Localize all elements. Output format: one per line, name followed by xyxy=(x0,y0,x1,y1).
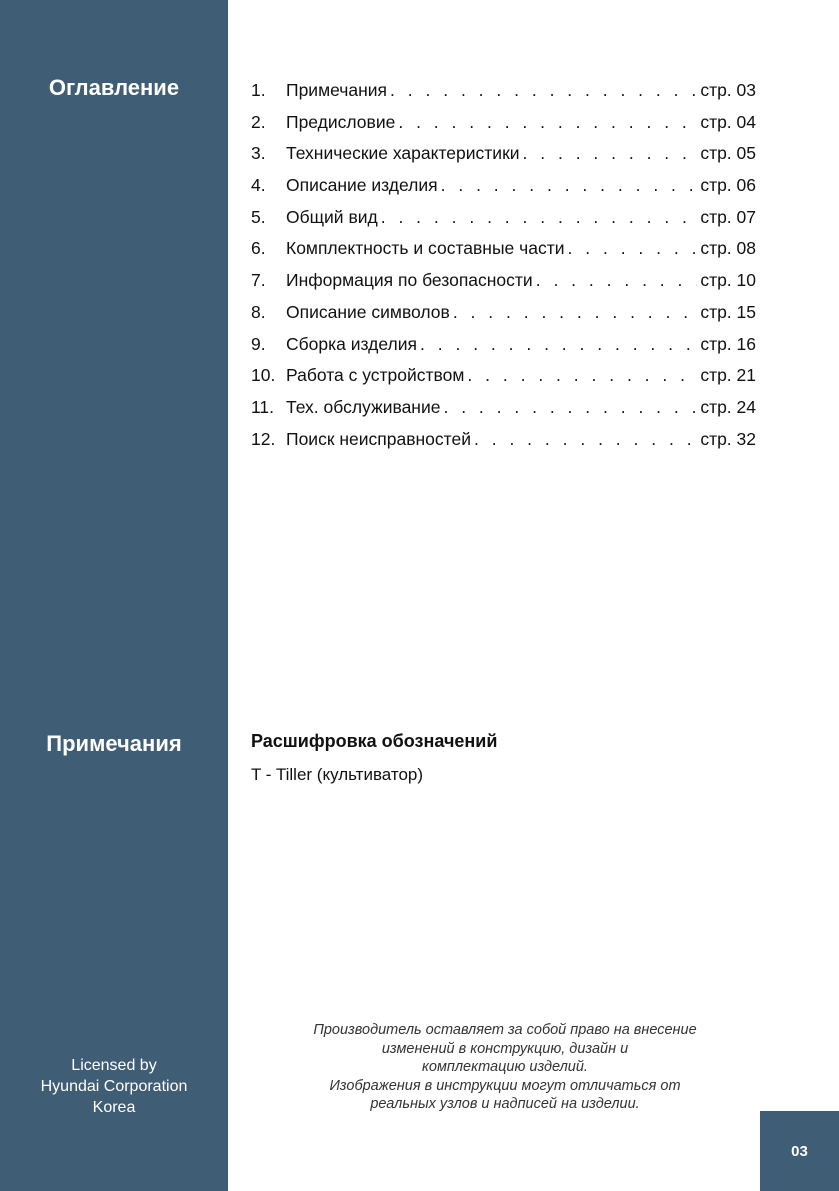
dot-leader xyxy=(467,365,697,386)
dot-leader xyxy=(536,270,698,291)
toc-number: 9. xyxy=(251,333,266,354)
toc-number: 8. xyxy=(251,301,266,322)
toc-heading: Оглавление xyxy=(48,75,180,100)
toc-title: Общий вид xyxy=(286,206,378,227)
toc-title: Описание изделия xyxy=(286,175,438,196)
license-line: Hyundai Corporation xyxy=(40,1078,188,1095)
notes-heading: Примечания xyxy=(46,731,182,756)
disclaimer xyxy=(280,1021,730,1114)
disclaimer-line: изменений в конструкцию, дизайн и xyxy=(381,1040,629,1057)
license-line: Licensed by xyxy=(71,1057,157,1074)
notes-text: T - Tiller (культиватор) xyxy=(251,765,424,784)
toc-page: стр. 15 xyxy=(700,301,756,322)
toc-number: 4. xyxy=(251,175,266,196)
toc-number: 11. xyxy=(251,396,275,417)
toc-entry[interactable] xyxy=(251,270,756,302)
notes-title: Расшифровка обозначений xyxy=(251,731,498,751)
dot-leader xyxy=(420,334,697,355)
dot-leader xyxy=(474,429,697,450)
toc-entry[interactable] xyxy=(251,238,756,270)
page-number xyxy=(760,1111,839,1191)
dot-leader xyxy=(453,302,697,323)
toc-number: 6. xyxy=(251,238,266,259)
dot-leader xyxy=(568,238,698,259)
disclaimer-line: Производитель оставляет за собой право на внесение xyxy=(313,1022,697,1038)
toc-entry[interactable] xyxy=(251,175,756,207)
toc-number: 12. xyxy=(251,428,276,449)
dot-leader xyxy=(441,175,698,196)
toc-title: Технические характеристики xyxy=(286,143,520,164)
toc-entry[interactable] xyxy=(251,397,756,429)
toc-entry[interactable] xyxy=(251,365,756,397)
toc-entry[interactable] xyxy=(251,80,756,112)
toc-title: Тех. обслуживание xyxy=(286,396,441,417)
toc-page: стр. 03 xyxy=(700,80,756,100)
page-number-label: 03 xyxy=(791,1142,808,1160)
sidebar xyxy=(0,0,228,1191)
disclaimer-line: реальных узлов и надписей на изделии. xyxy=(370,1096,640,1112)
table-of-contents xyxy=(251,80,756,460)
license-block xyxy=(0,1055,228,1118)
toc-number: 1. xyxy=(251,80,266,100)
toc-title: Информация по безопасности xyxy=(286,270,533,291)
dot-leader xyxy=(523,143,698,164)
toc-page: стр. 10 xyxy=(700,270,756,291)
toc-number: 5. xyxy=(251,206,266,227)
dot-leader xyxy=(381,207,698,228)
toc-number: 7. xyxy=(251,270,266,291)
toc-number: 2. xyxy=(251,111,266,132)
dot-leader xyxy=(443,397,697,418)
toc-entry[interactable] xyxy=(251,207,756,239)
toc-page: стр. 24 xyxy=(700,396,756,417)
toc-title: Работа с устройством xyxy=(286,365,465,386)
toc-page: стр. 04 xyxy=(700,111,756,132)
dot-leader xyxy=(390,80,697,101)
toc-entry[interactable] xyxy=(251,112,756,144)
toc-page: стр. 32 xyxy=(700,428,756,449)
disclaimer-line: комплектацию изделий. xyxy=(422,1059,588,1075)
toc-entry[interactable] xyxy=(251,302,756,334)
toc-title: Сборка изделия xyxy=(286,333,418,354)
toc-title: Предисловие xyxy=(286,111,396,132)
toc-entry[interactable] xyxy=(251,143,756,175)
toc-page: стр. 05 xyxy=(700,143,756,164)
toc-entry[interactable] xyxy=(251,429,756,461)
toc-number: 3. xyxy=(251,143,266,164)
toc-title: Комплектность и составные части xyxy=(286,238,565,259)
toc-page: стр. 08 xyxy=(700,238,756,259)
toc-page: стр. 21 xyxy=(700,365,756,386)
toc-entry[interactable] xyxy=(251,334,756,366)
toc-title: Примечания xyxy=(286,80,388,100)
toc-title: Описание символов xyxy=(286,301,450,322)
toc-page: стр. 07 xyxy=(700,206,756,227)
dot-leader xyxy=(398,112,697,133)
toc-number: 10. xyxy=(251,365,276,386)
toc-title: Поиск неисправностей xyxy=(286,428,471,449)
toc-page: стр. 16 xyxy=(700,333,756,354)
disclaimer-line: Изображения в инструкции могут отличаться от xyxy=(329,1077,681,1094)
toc-page: стр. 06 xyxy=(700,175,756,196)
license-line: Korea xyxy=(92,1099,136,1116)
